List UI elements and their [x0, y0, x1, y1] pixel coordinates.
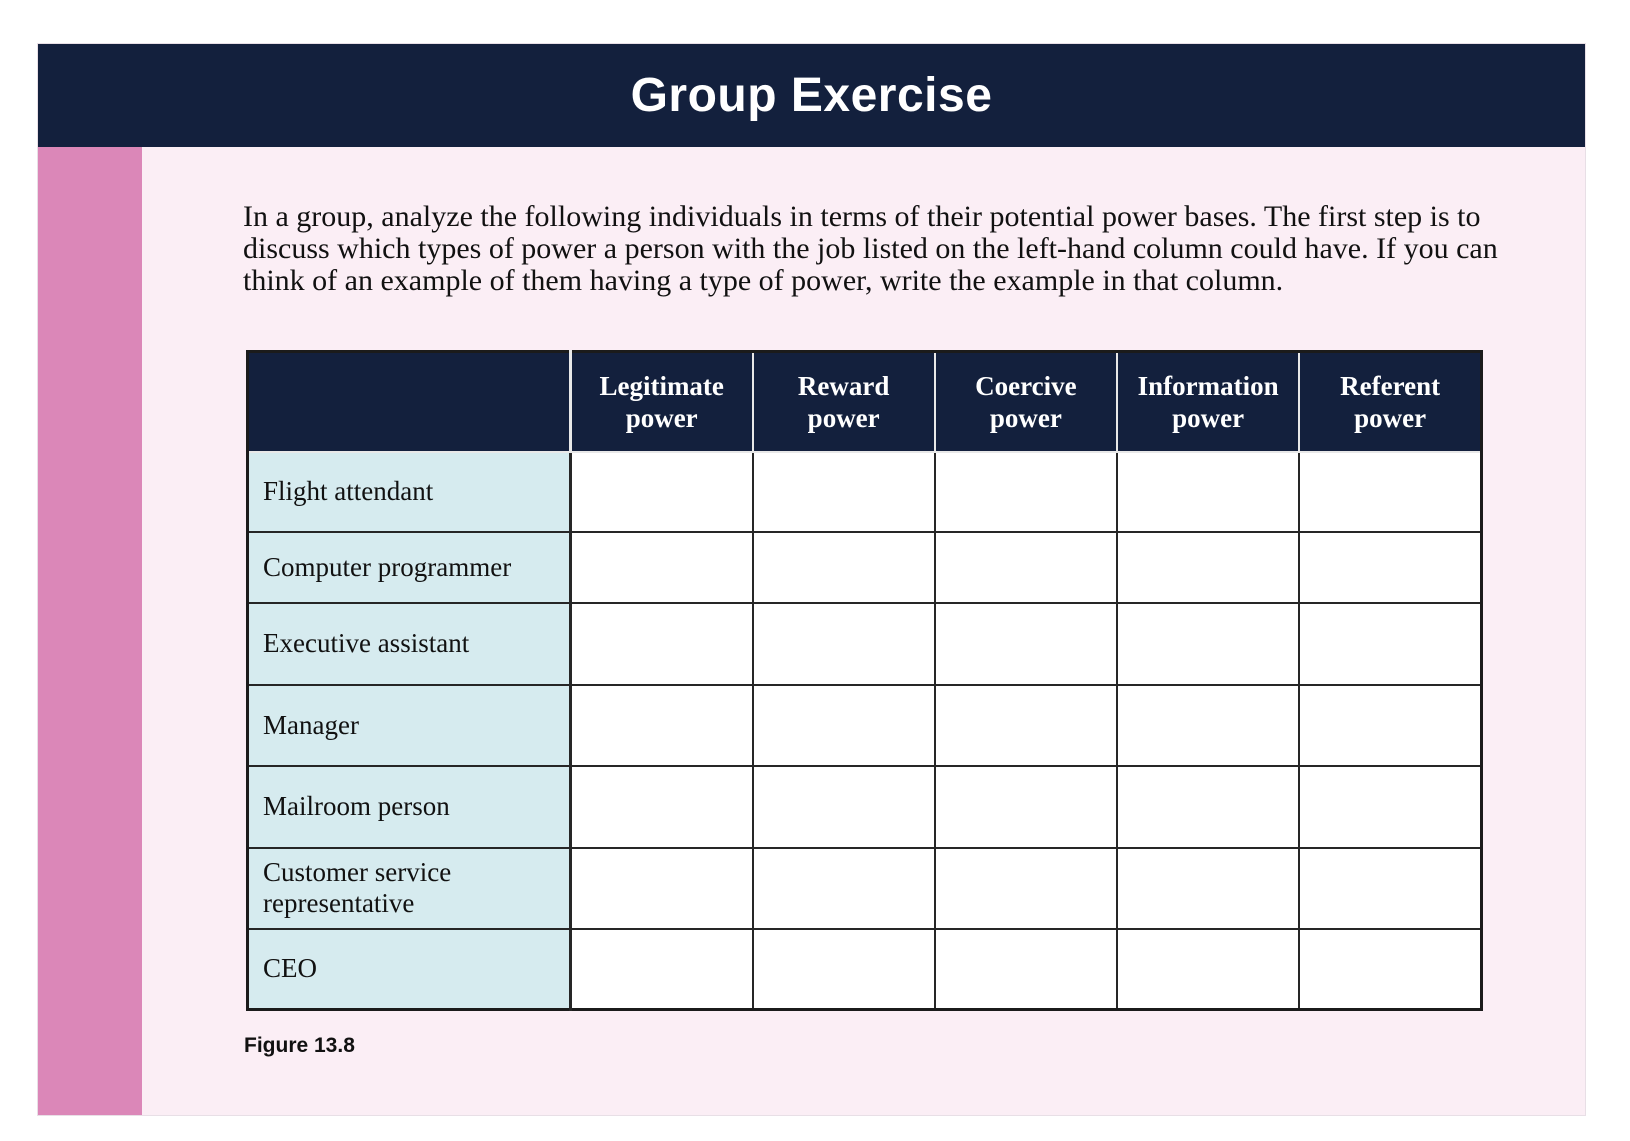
answer-cell — [1299, 532, 1481, 603]
answer-cell — [1117, 532, 1299, 603]
answer-cell — [753, 603, 935, 685]
table-row-computer-programmer — [248, 532, 1482, 603]
answer-cell — [753, 929, 935, 1010]
title-bar — [38, 44, 1585, 147]
row-label: Executive assistant — [248, 603, 571, 685]
figure-caption: Figure 13.8 — [244, 1034, 355, 1057]
answer-cell — [570, 452, 752, 532]
slide — [37, 43, 1586, 1116]
column-header-line: Information — [1137, 370, 1279, 401]
answer-cell — [935, 848, 1117, 929]
answer-cell — [570, 685, 752, 766]
answer-cell — [570, 929, 752, 1010]
side-accent-strip — [38, 147, 142, 1115]
column-header-line: power — [625, 402, 698, 433]
column-header-coercive — [935, 352, 1117, 452]
answer-cell — [935, 532, 1117, 603]
column-header-line: power — [807, 402, 880, 433]
answer-cell — [1117, 452, 1299, 532]
answer-cell — [1299, 685, 1481, 766]
answer-cell — [753, 532, 935, 603]
column-header-line: Legitimate — [599, 370, 724, 401]
column-header-reward — [753, 352, 935, 452]
answer-cell — [570, 766, 752, 848]
row-label: Mailroom person — [248, 766, 571, 848]
instructions-text: In a group, analyze the following individuals in terms of their potential power bases. The first step is to discuss which types of power a person with the job listed on the left-hand column could have. If you can think of an example of them having a type of power, write the example in that column. — [243, 200, 1498, 297]
answer-cell — [753, 848, 935, 929]
table-row-mailroom-person — [248, 766, 1482, 848]
answer-cell — [1117, 685, 1299, 766]
answer-cell — [1117, 766, 1299, 848]
answer-cell — [935, 685, 1117, 766]
column-header-legitimate — [570, 352, 752, 452]
answer-cell — [570, 848, 752, 929]
column-header-referent — [1299, 352, 1481, 452]
table-row-executive-assistant — [248, 603, 1482, 685]
answer-cell — [753, 766, 935, 848]
answer-cell — [570, 532, 752, 603]
answer-cell — [1299, 452, 1481, 532]
answer-cell — [1299, 929, 1481, 1010]
row-label: Customer service representative — [248, 848, 571, 929]
column-header-line: power — [1172, 402, 1245, 433]
answer-cell — [753, 452, 935, 532]
answer-cell — [1117, 848, 1299, 929]
column-header-line: Coercive — [975, 370, 1077, 401]
table-row-customer-service-representative — [248, 848, 1482, 929]
slide-title: Group Exercise — [630, 69, 993, 122]
column-header-line: Referent — [1340, 370, 1441, 401]
answer-cell — [1299, 848, 1481, 929]
answer-cell — [935, 603, 1117, 685]
answer-cell — [570, 603, 752, 685]
column-header-information — [1117, 352, 1299, 452]
column-header-line: power — [989, 402, 1062, 433]
answer-cell — [1117, 929, 1299, 1010]
table-row-ceo — [248, 929, 1482, 1010]
row-label: CEO — [248, 929, 571, 1010]
answer-cell — [935, 452, 1117, 532]
row-label: Computer programmer — [248, 532, 571, 603]
column-header-line: Reward — [797, 370, 890, 401]
table-header-corner — [248, 352, 571, 452]
answer-cell — [935, 929, 1117, 1010]
table-row-manager — [248, 685, 1482, 766]
answer-cell — [753, 685, 935, 766]
column-header-line: power — [1354, 402, 1427, 433]
answer-cell — [1299, 603, 1481, 685]
row-label: Manager — [248, 685, 571, 766]
row-label: Flight attendant — [248, 452, 571, 532]
answer-cell — [1117, 603, 1299, 685]
table-header-row — [248, 352, 1482, 452]
power-bases-table — [246, 350, 1483, 1011]
table-row-flight-attendant — [248, 452, 1482, 532]
answer-cell — [1299, 766, 1481, 848]
answer-cell — [935, 766, 1117, 848]
